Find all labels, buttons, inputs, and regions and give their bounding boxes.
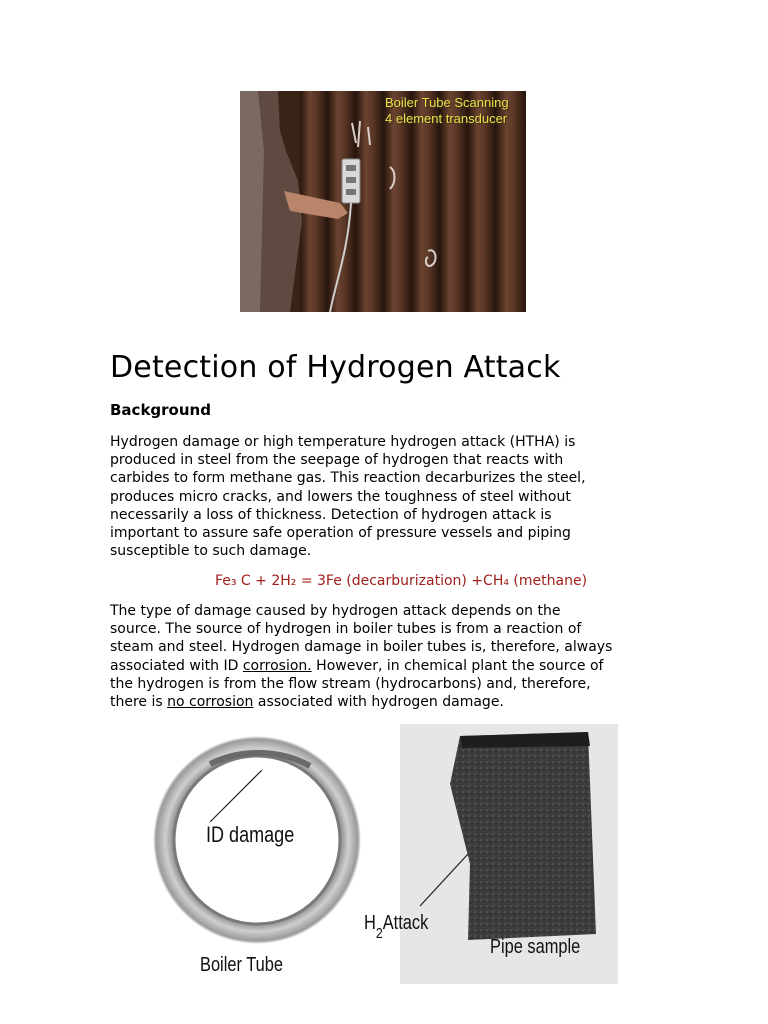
boiler-tube-label: Boiler Tube xyxy=(200,954,283,976)
paragraph-line: produces micro cracks, and lowers the toughness of steel without xyxy=(110,488,571,505)
damage-source-paragraph xyxy=(110,602,670,711)
text-segment: associated with ID xyxy=(110,657,243,674)
hydrogen-damage-figure xyxy=(150,724,618,984)
corrosion-link[interactable]: corrosion. xyxy=(242,657,312,674)
no-corrosion-link[interactable]: no corrosion xyxy=(167,694,254,711)
h2-attack-label xyxy=(364,912,429,942)
paragraph-line: susceptible to such damage. xyxy=(110,543,312,560)
pipe-sample-label: Pipe sample xyxy=(490,936,581,958)
paragraph-line xyxy=(110,693,670,711)
paragraph-line: steam and steel. Hydrogen damage in boiler tubes is, therefore, always xyxy=(110,639,613,656)
text-segment: associated with hydrogen damage. xyxy=(253,694,504,711)
text-segment: there is xyxy=(110,694,168,711)
text-segment: However, in chemical plant the source of xyxy=(311,657,604,674)
paragraph-line: The type of damage caused by hydrogen attack depends on the xyxy=(110,603,561,619)
boiler-tube-scanning-photo xyxy=(240,91,526,312)
paragraph-line: the hydrogen is from the flow stream (hydrocarbons) and, therefore, xyxy=(110,675,591,692)
paragraph-line: carbides to form methane gas. This reaction decarburizes the steel, xyxy=(110,470,586,487)
paragraph-line: important to assure safe operation of pressure vessels and piping xyxy=(110,525,571,542)
page-title: Detection of Hydrogen Attack xyxy=(110,350,561,385)
h2-attack-h: H xyxy=(364,912,376,934)
photo-caption xyxy=(385,95,525,127)
paragraph-line: Hydrogen damage or high temperature hydrogen attack (HTHA) is xyxy=(110,434,576,450)
paragraph-line xyxy=(110,657,670,675)
paragraph-line: source. The source of hydrogen in boiler tubes is from a reaction of xyxy=(110,621,582,638)
h2-attack-subscript: 2 xyxy=(375,925,383,942)
photo-caption-line1: Boiler Tube Scanning xyxy=(385,95,509,110)
chemical-formula: Fe₃ C + 2H₂ = 3Fe (decarburization) +CH₄ (methane) xyxy=(214,573,588,589)
section-heading: Background xyxy=(110,401,211,419)
h2-attack-word: Attack xyxy=(382,912,429,934)
id-damage-label: ID damage xyxy=(206,822,295,847)
background-paragraph xyxy=(110,433,670,560)
paragraph-line: produced in steel from the seepage of hydrogen that reacts with xyxy=(110,452,564,469)
paragraph-line: necessarily a loss of thickness. Detection of hydrogen attack is xyxy=(110,506,552,523)
photo-caption-line2: 4 element transducer xyxy=(385,111,508,126)
